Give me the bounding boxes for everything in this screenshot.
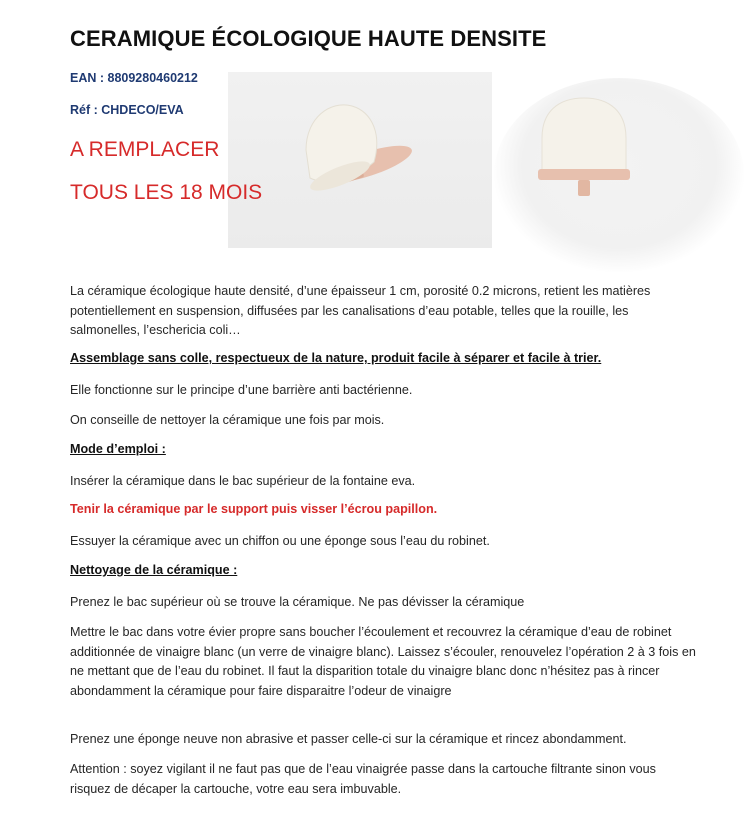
usage-warning: Tenir la céramique par le support puis visser l’écrou papillon. (70, 502, 438, 516)
ceramic-filter-upright (538, 98, 630, 196)
cleaning-heading: Nettoyage de la céramique : (70, 563, 238, 577)
replacement-warning-line1: A REMPLACER (70, 138, 220, 161)
cleaning-step-2: Mettre le bac dans votre évier propre sans boucher l’écoulement et recouvrez la céramique d’eau de robinet additionnée de vinaigre blanc (un verre de vinaigre blanc). Laissez s’écouler, renouvelez l’opération 2 à 3 fois en ne mettant que de l’eau du robinet. Il faut la disparition totale du vinaigre blanc donc n’hésitez pas à rincer abondamment la céramique pour faire disparaitre l’odeur de vinaigre (70, 625, 696, 698)
cleaning-step-3: Prenez une éponge neuve non abrasive et passer celle-ci sur la céramique et rincez abondamment. (70, 732, 627, 746)
usage-heading: Mode d’emploi : (70, 442, 166, 456)
intro-paragraph: La céramique écologique haute densité, d’une épaisseur 1 cm, porosité 0.2 microns, retient les matières potentiellement en suspension, diffusées par les canalisations d’eau potable, telles que la rouille, les salmonelles, l’eschericia coli… (70, 284, 651, 337)
assembly-heading: Assemblage sans colle, respectueux de la nature, produit facile à séparer et facile à trier. (70, 351, 602, 365)
replacement-warning-line2: TOUS LES 18 MOIS (70, 181, 263, 204)
principle-text: Elle fonctionne sur le principe d’une barrière anti bactérienne. (70, 383, 413, 397)
ean-code: EAN : 8809280460212 (70, 71, 198, 85)
usage-step-2: Essuyer la céramique avec un chiffon ou une éponge sous l’eau du robinet. (70, 534, 490, 548)
ceramic-filter-tilted (306, 105, 415, 196)
product-reference: Réf : CHDECO/EVA (70, 103, 184, 117)
cleaning-advice-text: On conseille de nettoyer la céramique une fois par mois. (70, 413, 385, 427)
usage-step-1: Insérer la céramique dans le bac supérieur de la fontaine eva. (70, 474, 416, 488)
cleaning-step-1: Prenez le bac supérieur où se trouve la céramique. Ne pas dévisser la céramique (70, 595, 525, 609)
page-title: CERAMIQUE ÉCOLOGIQUE HAUTE DENSITE (70, 26, 547, 51)
attention-note: Attention : soyez vigilant il ne faut pas que de l’eau vinaigrée passe dans la cartouche filtrante sinon vous risquez de décaper la cartouche, votre eau sera imbuvable. (70, 762, 656, 796)
